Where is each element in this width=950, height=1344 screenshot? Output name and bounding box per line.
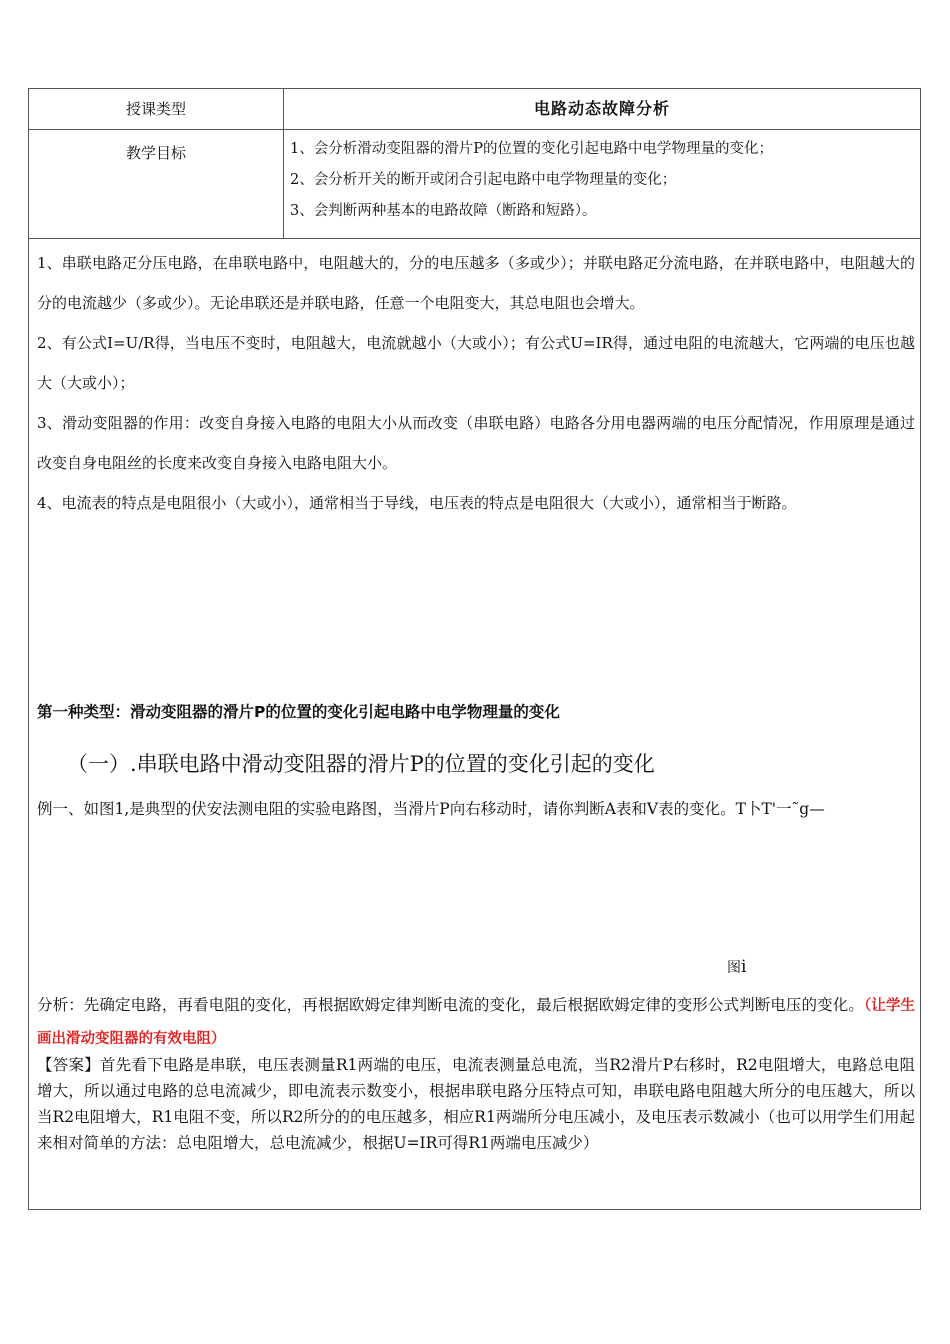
knowledge-point: 2、有公式I=U/R得，当电压不变时，电阻越大，电流就越小（大或小）；有公式U=IR得，通过电阻的电流越大，它两端的电压也越大（大或小）；	[37, 334, 915, 392]
figure-caption-prefix: 图	[727, 960, 741, 976]
knowledge-points	[37, 243, 915, 523]
knowledge-point: 3、滑动变阻器的作用：改变自身接入电路的电阻大小从而改变（串联电路）电路各分用电器两端的电压分配情况，作用原理是通过改变自身电阻丝的长度来改变自身接入电路电阻大小。	[37, 414, 915, 472]
figure-caption-number: i	[741, 957, 747, 977]
teaching-goals-label: 教学目标	[29, 130, 284, 239]
lesson-plan-sheet	[28, 88, 921, 1210]
answer-text: 【答案】首先看下电路是串联，电压表测量R1两端的电压，电流表测量总电流，当R2滑片P右移时，R2电阻增大，电路总电阻增大，所以通过电路的总电流减少，即电流表示数变小，根据串联电路分压特点可知，串联电路电阻越大所分的电压越大，所以当R2电阻增大，R1电阻不变，所以R2所分的的电压越多，相应R1两端所分电压减小，及电压表示数减小（也可以用学生们用起来相对简单的方法：总电阻增大，总电流减少，根据U=IR可得R1两端电压减少）	[37, 1056, 915, 1152]
example-block	[37, 793, 915, 825]
section-title: 第一种类型：滑动变阻器的滑片P的位置的变化引起电路中电学物理量的变化	[37, 703, 560, 721]
section-heading-block	[37, 700, 915, 722]
teaching-goals-row	[29, 130, 920, 239]
lesson-type-label: 授课类型	[29, 89, 284, 130]
lesson-type-row	[29, 89, 920, 130]
analysis-body: 分析：先确定电路，再看电阻的变化，再根据欧姆定律判断电流的变化，最后根据欧姆定律的变形公式判断电压的变化。	[37, 996, 864, 1014]
subsection-title: （一）.串联电路中滑动变阻器的滑片P的位置的变化引起的变化	[67, 752, 655, 776]
analysis-note: （让学生画出滑动变阻器的有效电阻）	[37, 998, 915, 1047]
analysis-text	[37, 989, 915, 1055]
knowledge-point: 4、电流表的特点是电阻很小（大或小），通常相当于导线，电压表的特点是电阻很大（大或小），通常相当于断路。	[37, 494, 797, 512]
example-text: 例一、如图1,是典型的伏安法测电阻的实验电路图，当滑片P向右移动时，请你判断A表和V表的变化。T卜T'一˜g—	[37, 800, 825, 818]
knowledge-point: 1、串联电路疋分压电路，在串联电路中，电阻越大的，分的电压越多（多或少）；并联电路疋分流电路，在并联电路中，电阻越大的分的电流越少（多或少）。无论串联还是并联电路，任意一个电阻变大，其总电阻也会增大。	[37, 254, 915, 312]
teaching-goal-item: 3、会判断两种基本的电路故障（断路和短路）。	[290, 203, 597, 219]
teaching-goals-list	[284, 130, 921, 239]
subsection-heading-block	[37, 748, 915, 778]
lesson-type-value: 电路动态故障分析	[284, 89, 921, 130]
answer-block	[37, 1052, 915, 1156]
analysis-block	[37, 989, 915, 1055]
figure-caption	[727, 957, 746, 977]
teaching-goal-item: 2、会分析开关的断开或闭合引起电路中电学物理量的变化；	[290, 172, 677, 188]
teaching-goal-item: 1、会分析滑动变阻器的滑片P的位置的变化引起电路中电学物理量的变化；	[290, 141, 773, 157]
lesson-header-table	[29, 89, 920, 239]
